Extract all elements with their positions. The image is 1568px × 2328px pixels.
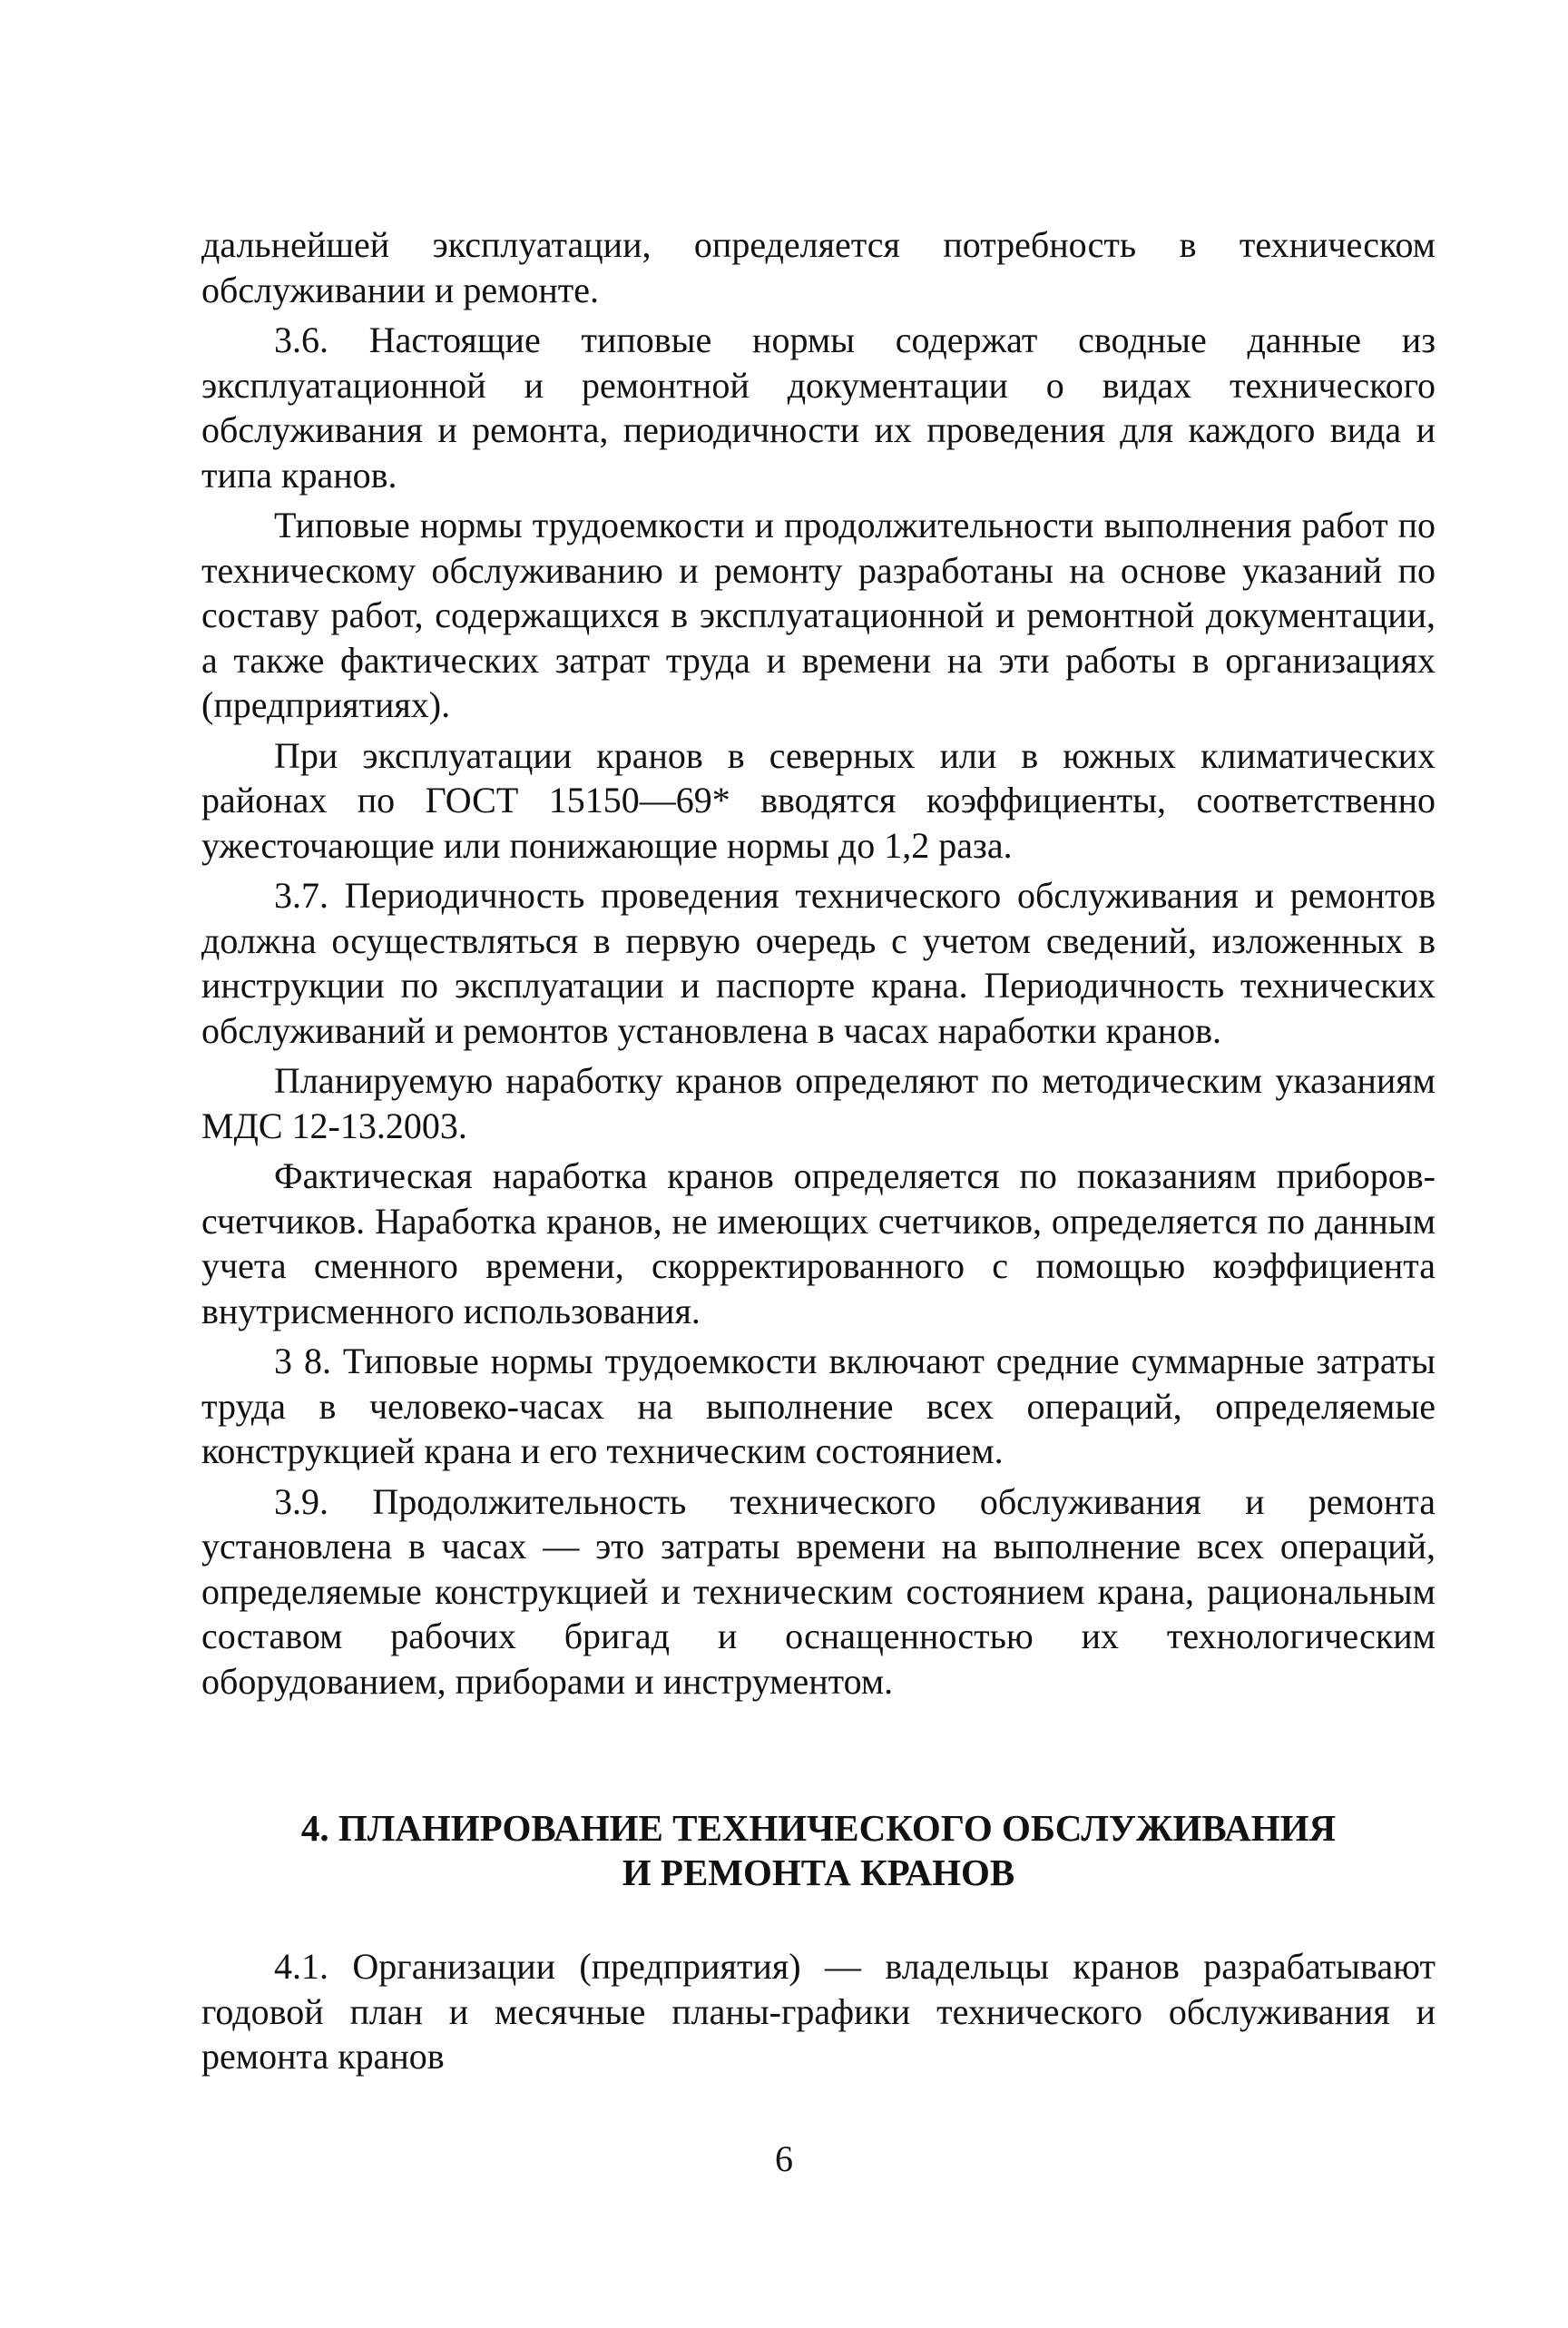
paragraph-4-1: 4.1. Организации (предприятия) — владельцы кранов разрабатывают годовой план и месячные планы-графики технического обслуживания и ремонта кранов: [201, 1946, 1436, 2077]
paragraph-3-6: 3.6. Настоящие типовые нормы содержат сводные данные из эксплуатационной и ремонтной документации о видах технического обслуживания и ремонта, периодичности их проведения для каждого вида и типа кранов.: [201, 319, 1436, 496]
paragraph-3-7: 3.7. Периодичность проведения технического обслуживания и ремонтов должна осуществляться в первую очередь с учетом сведений, изложенных в инструкции по эксплуатации и паспорте крана. Периодичность технических обслуживаний и ремонтов установлена в часах наработки кранов.: [201, 875, 1436, 1051]
body-text-top: [201, 222, 1436, 1709]
paragraph-actual-operating-time: Фактическая наработка кранов определяется по показаниям приборов-счетчиков. Наработка кранов, не имеющих счетчиков, определяется по данным учета сменного времени, скорректированного с помощью коэффициента внутрисменного использования.: [201, 1155, 1436, 1331]
section-heading: [201, 1806, 1436, 1895]
section-heading-line-2: И РЕМОНТА КРАНОВ: [622, 1852, 1015, 1893]
paragraph-3-8: 3 8. Типовые нормы трудоемкости включают средние суммарные затраты труда в человеко-часах на выполнение всех операций, определяемые конструкцией крана и его техническим состоянием.: [201, 1341, 1436, 1471]
paragraph-labor-norms: Типовые нормы трудоемкости и продолжительности выполнения работ по техническому обслуживанию и ремонту разработаны на основе указаний по составу работ, содержащихся в эксплуатационной и ремонтной документации, а также фактических затрат труда и времени на эти работы в организациях (предприятиях).: [201, 505, 1436, 725]
body-text-bottom: [201, 1944, 1436, 2085]
paragraph-3-9: 3.9. Продолжительность технического обслуживания и ремонта установлена в часах — это затраты времени на выполнение всех операций, определяемые конструкцией и техническим состоянием крана, рациональным составом рабочих бригад и оснащенностью их технологическим оборудованием, приборами и инструментом.: [201, 1480, 1436, 1702]
page-number: 6: [775, 2138, 793, 2179]
paragraph-climate-coefficients: При эксплуатации кранов в северных или в южных климатических районах по ГОСТ 15150—69* вводятся коэффициенты, соответственно ужесточающие или понижающие нормы до 1,2 раза.: [201, 734, 1436, 866]
paragraph-planned-operating-time: Планируемую наработку кранов определяют по методическим указаниям МДС 12-13.2003.: [201, 1060, 1436, 1146]
paragraph-continuation: дальнейшей эксплуатации, определяется потребность в техническом обслуживании и ремонте.: [201, 224, 1436, 310]
section-heading-line-1: 4. ПЛАНИРОВАНИЕ ТЕХНИЧЕСКОГО ОБСЛУЖИВАНИЯ: [300, 1807, 1337, 1849]
